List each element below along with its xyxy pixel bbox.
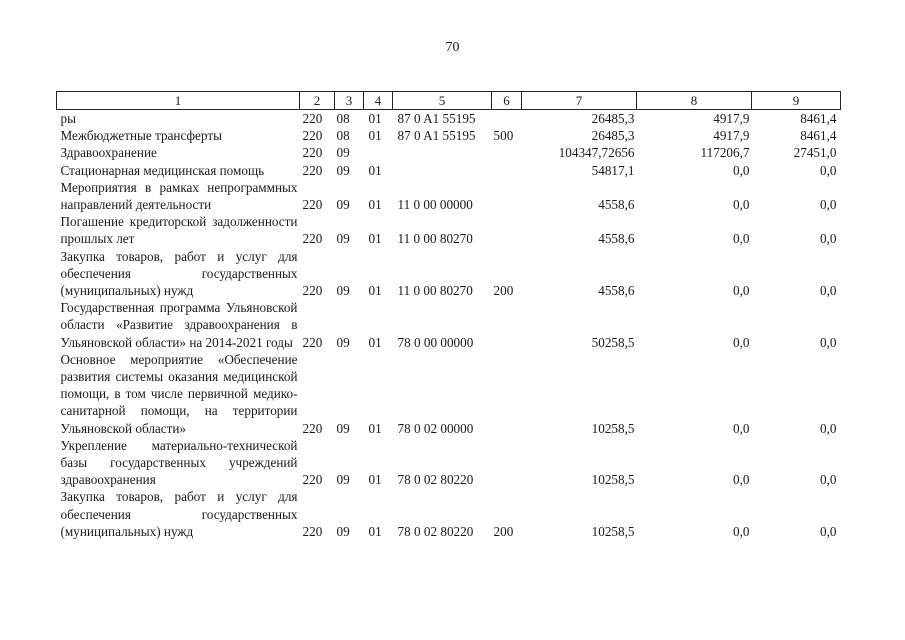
column-header-9: 9	[752, 92, 841, 110]
row-pr-code: 01	[368, 334, 382, 350]
row-name: Стационарная медицинская помощь	[60, 162, 265, 178]
row-value-9: 8461,4	[800, 128, 837, 144]
row-pr-code: 01	[368, 128, 382, 144]
row-gr-code: 220	[302, 334, 323, 350]
row-gr-code: 220	[302, 283, 323, 299]
row-name: Укрепление материально-технической базы государственных учреждений здравоохранения	[60, 437, 298, 488]
row-value-9: 8461,4	[800, 111, 837, 126]
row-value-8: 0,0	[733, 231, 750, 247]
row-vr-code: 200	[493, 283, 514, 299]
row-value-9: 0,0	[820, 197, 837, 213]
row-pr-code: 01	[368, 283, 382, 299]
row-vr-code	[492, 213, 522, 247]
row-gr-code: 220	[302, 472, 323, 488]
row-value-7: 10258,5	[591, 472, 635, 488]
row-cs-code: 11 0 00 80270	[397, 283, 473, 299]
row-value-9: 0,0	[820, 231, 837, 247]
row-cs-code: 87 0 A1 55195	[397, 111, 476, 126]
row-cs-code: 78 0 00 00000	[397, 334, 474, 350]
row-rz-code: 09	[336, 231, 350, 247]
row-vr-code: 200	[493, 523, 514, 539]
row-value-9: 0,0	[820, 420, 837, 436]
row-value-7: 50258,5	[591, 334, 635, 350]
row-value-7: 4558,6	[598, 197, 635, 213]
row-value-9: 0,0	[820, 472, 837, 488]
row-value-8: 4917,9	[713, 111, 750, 126]
table-row	[57, 144, 841, 161]
row-pr-code: 01	[368, 162, 382, 178]
row-cs-code: 11 0 00 80270	[397, 231, 473, 247]
row-name: ры	[60, 111, 76, 126]
row-cs-code	[393, 144, 492, 161]
row-value-8: 0,0	[733, 420, 750, 436]
row-cs-code: 78 0 02 80220	[397, 523, 474, 539]
row-value-9: 0,0	[820, 283, 837, 299]
table-row	[57, 299, 841, 351]
row-rz-code: 08	[336, 111, 350, 126]
column-header-2: 2	[300, 92, 335, 110]
row-value-8: 0,0	[733, 197, 750, 213]
row-value-8: 117206,7	[700, 145, 750, 161]
column-header-7: 7	[522, 92, 637, 110]
row-name: Погашение кредиторской задолженности прошлых лет	[60, 214, 298, 247]
row-name: Закупка товаров, работ и услуг для обеспечения государственных (муниципальных) нужд	[60, 248, 298, 299]
row-gr-code: 220	[302, 197, 323, 213]
row-name: Государственная программа Ульяновской области «Развитие здравоохранения в Ульяновской области» на 2014-2021 годы	[60, 300, 298, 350]
row-pr-code: 01	[368, 472, 382, 488]
table-row	[57, 162, 841, 179]
row-vr-code	[492, 162, 522, 179]
column-header-6: 6	[492, 92, 522, 110]
row-rz-code: 09	[336, 472, 350, 488]
row-gr-code: 220	[302, 145, 323, 161]
budget-table	[56, 91, 841, 540]
row-value-7: 104347,72656	[558, 145, 635, 161]
row-cs-code: 78 0 02 00000	[397, 420, 474, 436]
row-gr-code: 220	[302, 231, 323, 247]
row-name: Мероприятия в рамках непрограммных направлений деятельности	[60, 179, 298, 213]
table-row	[57, 248, 841, 300]
column-header-8: 8	[637, 92, 752, 110]
row-name: Закупка товаров, работ и услуг для обеспечения государственных (муниципальных) нужд	[60, 489, 298, 539]
row-value-8: 0,0	[733, 523, 750, 539]
column-header-5: 5	[393, 92, 492, 110]
row-pr-code: 01	[368, 231, 382, 247]
row-value-8: 0,0	[733, 334, 750, 350]
page-number: 70	[445, 40, 460, 55]
row-value-7: 10258,5	[591, 523, 635, 539]
table-row	[57, 110, 841, 128]
row-cs-code: 87 0 A1 55195	[397, 128, 476, 144]
row-vr-code	[492, 299, 522, 351]
row-name: Здравоохранение	[60, 145, 157, 161]
row-vr-code	[492, 179, 522, 213]
table-row	[57, 351, 841, 437]
table-row	[57, 488, 841, 540]
row-value-9: 0,0	[820, 162, 837, 178]
column-header-4: 4	[364, 92, 393, 110]
row-value-7: 54817,1	[591, 162, 635, 178]
table-body	[57, 110, 841, 541]
row-gr-code: 220	[302, 523, 323, 539]
row-gr-code: 220	[302, 128, 323, 144]
row-name: Основное мероприятие «Обеспечение развития системы оказания медицинской помощи, в том числе первичной медико-санитарной помощи, на территории Ульяновской области»	[60, 351, 298, 436]
row-rz-code: 08	[336, 128, 350, 144]
row-vr-code	[492, 351, 522, 437]
row-name: Межбюджетные трансферты	[60, 128, 222, 144]
row-cs-code	[393, 162, 492, 179]
row-vr-code	[492, 144, 522, 161]
row-pr-code: 01	[368, 523, 382, 539]
row-rz-code: 09	[336, 334, 350, 350]
row-cs-code: 78 0 02 80220	[397, 472, 474, 488]
row-value-7: 4558,6	[598, 283, 635, 299]
column-header-3: 3	[335, 92, 364, 110]
row-gr-code: 220	[302, 111, 323, 126]
row-value-8: 0,0	[733, 472, 750, 488]
row-value-7: 4558,6	[598, 231, 635, 247]
row-gr-code: 220	[302, 420, 323, 436]
row-gr-code: 220	[302, 162, 323, 178]
row-pr-code: 01	[368, 420, 382, 436]
row-value-7: 26485,3	[591, 128, 635, 144]
row-rz-code: 09	[336, 145, 350, 161]
row-cs-code: 11 0 00 00000	[397, 197, 473, 213]
row-value-7: 10258,5	[591, 420, 635, 436]
row-rz-code: 09	[336, 420, 350, 436]
row-value-8: 4917,9	[713, 128, 750, 144]
row-rz-code: 09	[336, 283, 350, 299]
row-value-9: 0,0	[820, 334, 837, 350]
row-value-8: 0,0	[733, 283, 750, 299]
row-rz-code: 09	[336, 197, 350, 213]
row-value-9: 0,0	[820, 523, 837, 539]
row-pr-code	[364, 144, 393, 161]
row-vr-code	[492, 110, 522, 128]
table-row	[57, 437, 841, 489]
row-pr-code: 01	[368, 197, 382, 213]
row-value-8: 0,0	[733, 162, 750, 178]
row-rz-code: 09	[336, 162, 350, 178]
row-pr-code: 01	[368, 111, 382, 126]
row-value-7: 26485,3	[591, 111, 635, 126]
table-row	[57, 179, 841, 213]
table-row	[57, 127, 841, 144]
row-rz-code: 09	[336, 523, 350, 539]
row-value-9: 27451,0	[793, 145, 837, 161]
row-vr-code: 500	[493, 128, 514, 144]
column-header-1: 1	[57, 92, 300, 110]
row-vr-code	[492, 437, 522, 489]
table-header	[57, 92, 841, 110]
table-row	[57, 213, 841, 247]
